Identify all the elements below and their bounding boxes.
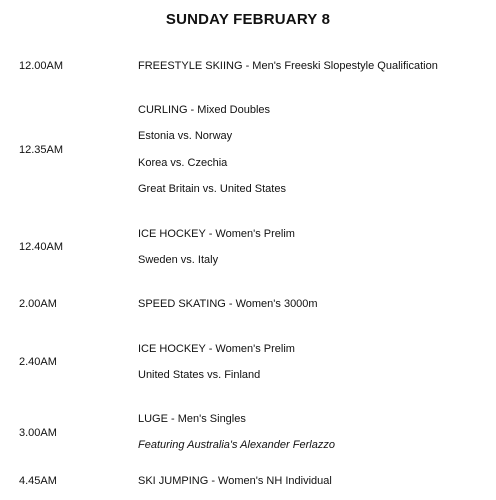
page-title: SUNDAY FEBRUARY 8 xyxy=(165,11,331,28)
event-matchup: Estonia vs. Norway xyxy=(138,130,233,142)
schedule-time: 12.35AM xyxy=(19,144,64,156)
event-matchup: Great Britain vs. United States xyxy=(138,183,286,195)
event-matchup: Korea vs. Czechia xyxy=(138,157,228,169)
event-title: CURLING - Mixed Doubles xyxy=(138,104,271,116)
event-title: LUGE - Men's Singles xyxy=(138,413,246,425)
schedule-time: 3.00AM xyxy=(19,427,57,439)
schedule-time: 4.45AM xyxy=(19,475,57,487)
schedule-time: 2.40AM xyxy=(19,356,57,368)
event-title: SKI JUMPING - Women's NH Individual xyxy=(138,475,332,487)
event-title: ICE HOCKEY - Women's Prelim xyxy=(138,228,295,240)
event-note: Featuring Australia's Alexander Ferlazzo xyxy=(138,439,335,451)
schedule-time: 2.00AM xyxy=(19,298,57,310)
event-matchup: Sweden vs. Italy xyxy=(138,254,219,266)
schedule-time: 12.00AM xyxy=(19,60,64,72)
event-title: SPEED SKATING - Women's 3000m xyxy=(138,298,318,310)
event-matchup: United States vs. Finland xyxy=(138,369,261,381)
event-title: ICE HOCKEY - Women's Prelim xyxy=(138,343,295,355)
event-title: FREESTYLE SKIING - Men's Freeski Slopestyle Qualification xyxy=(138,60,438,72)
schedule-time: 12.40AM xyxy=(19,241,64,253)
